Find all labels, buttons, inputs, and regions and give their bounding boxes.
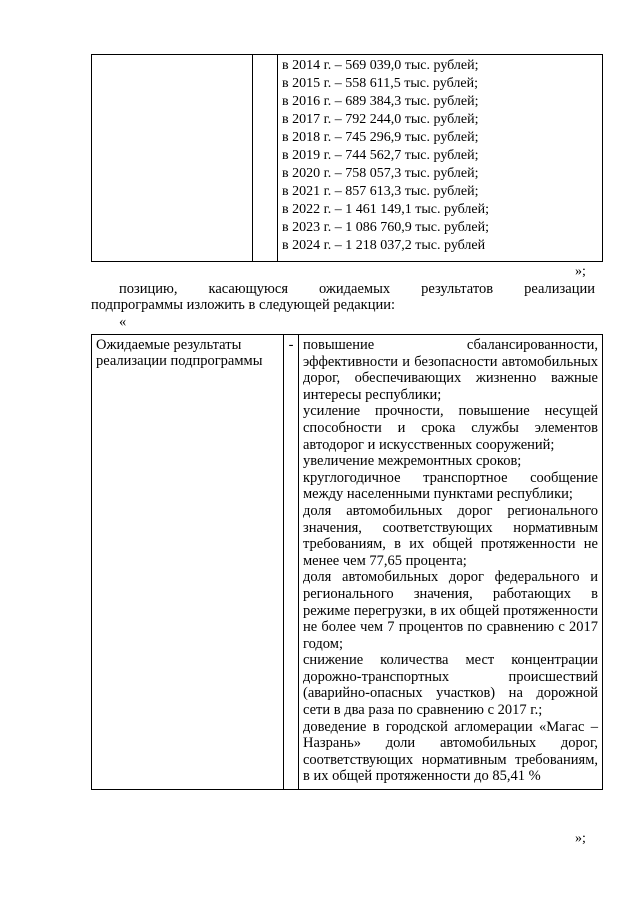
financing-table: [91, 54, 603, 262]
financing-year-line: в 2018 г. – 745 296,9 тыс. рублей;: [282, 130, 479, 145]
result-item: усиление прочности, повышение несущей способности и срока службы элементов автодорог и искусственных сооружений;: [303, 403, 598, 453]
table-row: [92, 55, 603, 262]
financing-year-line: в 2023 г. – 1 086 760,9 тыс. рублей;: [282, 220, 489, 235]
expected-results-list: [299, 335, 603, 790]
result-item: увеличение межремонтных сроков;: [303, 453, 522, 470]
expected-results-table: [91, 334, 603, 790]
result-item: круглогодичное транспортное сообщение между населенными пунктами республики;: [303, 469, 598, 503]
expected-results-label: Ожидаемые результаты реализации подпрограммы: [92, 335, 284, 790]
financing-year-line: в 2015 г. – 558 611,5 тыс. рублей;: [282, 76, 478, 91]
amendment-paragraph-line: позицию, касающуюся ожидаемых результатов реализации: [119, 281, 595, 297]
result-item: доля автомобильных дорог регионального значения, соответствующих нормативным требованиям, в их общей протяженности не менее чем 77,65 процента;: [303, 502, 598, 569]
table-cell-separator: [253, 55, 278, 262]
financing-year-line: в 2017 г. – 792 244,0 тыс. рублей;: [282, 112, 479, 127]
financing-year-line: в 2019 г. – 744 562,7 тыс. рублей;: [282, 148, 479, 163]
financing-year-line: в 2016 г. – 689 384,3 тыс. рублей;: [282, 94, 479, 109]
financing-year-line: в 2021 г. – 857 613,3 тыс. рублей;: [282, 184, 479, 199]
closing-quote-mark: »;: [575, 264, 586, 279]
result-item: доведение в городской агломерации «Магас – Назрань» доли автомобильных дорог, соответствующих нормативным требованиям, в их общей протяженности до 85,41 %: [303, 718, 598, 785]
amendment-paragraph-line: подпрограммы изложить в следующей редакции:: [91, 297, 396, 313]
opening-quote-mark: «: [119, 314, 127, 330]
result-item: повышение сбалансированности, эффективности и безопасности автомобильных дорог, обеспечивающих жизненно важные интересы республики;: [303, 337, 598, 403]
result-item: снижение количества мест концентрации дорожно-транспортных происшествий (аварийно-опасных участков) на дорожной сети в два раза по сравнению с 2017 г.;: [303, 652, 598, 719]
dash-separator: -: [284, 335, 299, 790]
result-item: доля автомобильных дорог федерального и регионального значения, работающих в режиме перегрузки, в их общей протяженности не более чем 7 процентов по сравнению с 2017 годом;: [303, 569, 598, 652]
table-cell-label: [92, 55, 253, 262]
table-cell-financing-by-year: [278, 55, 603, 262]
financing-year-line: в 2024 г. – 1 218 037,2 тыс. рублей: [282, 238, 486, 253]
financing-year-line: в 2020 г. – 758 057,3 тыс. рублей;: [282, 166, 479, 181]
closing-quote-mark: »;: [575, 831, 586, 846]
table-row: [92, 335, 603, 790]
financing-year-line: в 2022 г. – 1 461 149,1 тыс. рублей;: [282, 202, 489, 217]
financing-year-line: в 2014 г. – 569 039,0 тыс. рублей;: [282, 58, 479, 73]
